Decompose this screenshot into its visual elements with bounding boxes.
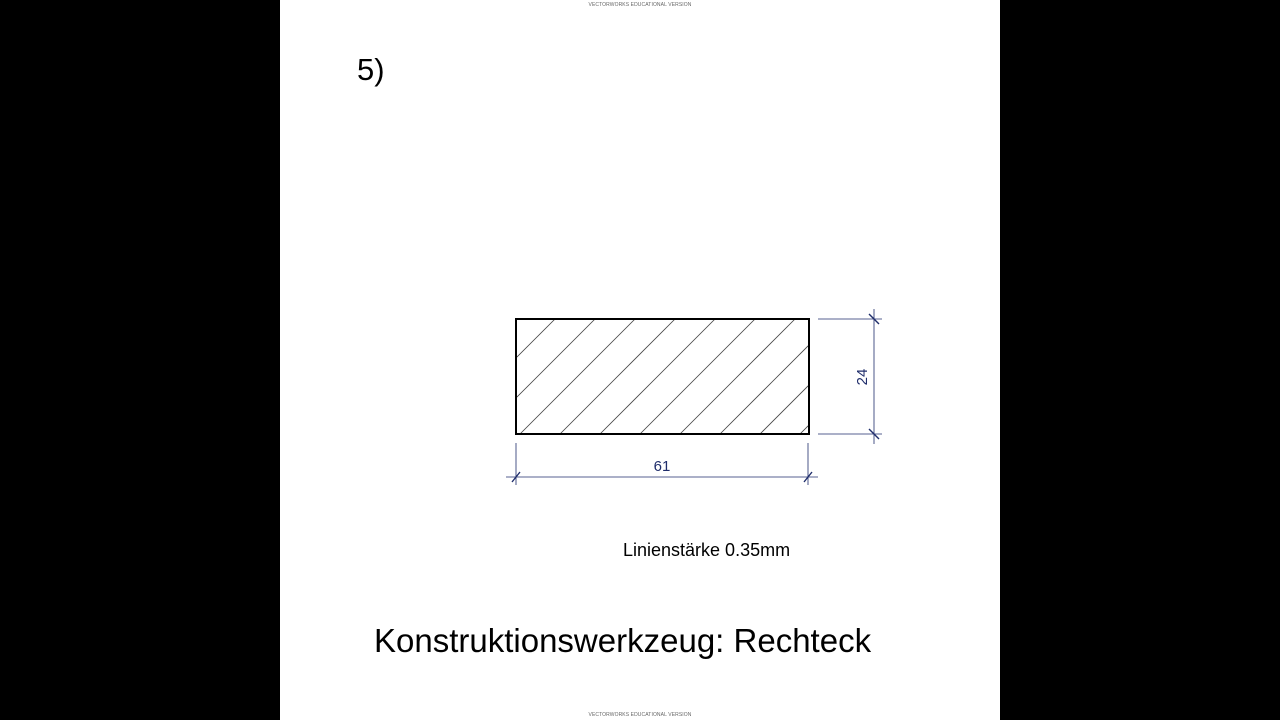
drawing-sheet xyxy=(280,0,1000,720)
line-weight-label: Linienstärke 0.35mm xyxy=(623,540,791,560)
watermark-bottom: VECTORWORKS EDUCATIONAL VERSION xyxy=(588,712,692,718)
task-number: 5) xyxy=(357,52,385,87)
tool-caption: Konstruktionswerkzeug: Rechteck xyxy=(374,622,872,659)
rectangle-outline xyxy=(516,319,809,434)
rectangle-drawing xyxy=(280,0,1000,720)
watermark-top: VECTORWORKS EDUCATIONAL VERSION xyxy=(588,2,692,8)
height-dimension-label: 24 xyxy=(854,368,871,386)
width-dimension-label: 61 xyxy=(653,458,671,475)
height-dimension xyxy=(818,309,882,444)
